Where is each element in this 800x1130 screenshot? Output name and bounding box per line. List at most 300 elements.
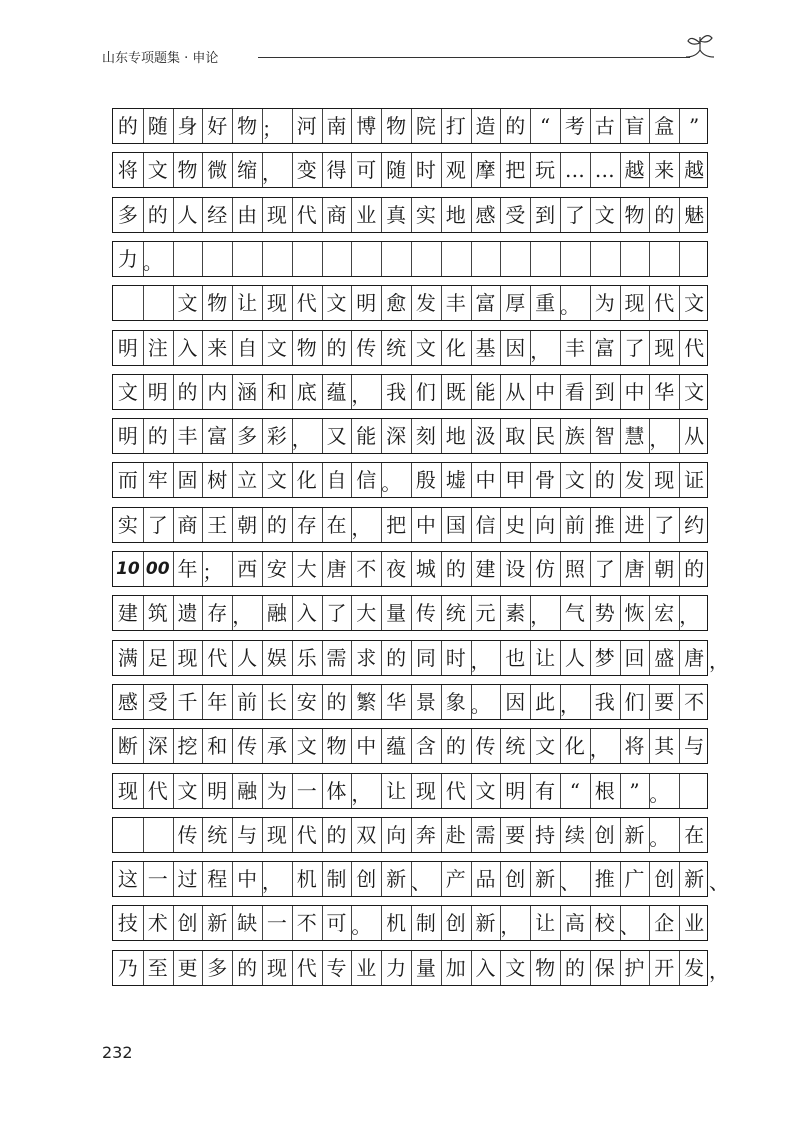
grid-char: 了 bbox=[147, 512, 168, 537]
grid-char: 唐 bbox=[624, 557, 645, 581]
grid-char: 新 bbox=[535, 867, 556, 892]
grid-row bbox=[112, 817, 708, 853]
grid-char: 恢 bbox=[624, 601, 645, 626]
grid-cell-divider bbox=[590, 242, 591, 276]
grid-row bbox=[112, 418, 708, 454]
grid-char: 史 bbox=[505, 512, 526, 537]
grid-char: 微 bbox=[207, 158, 228, 183]
grid-cell-divider bbox=[649, 242, 650, 276]
grid-char: 明 bbox=[117, 335, 138, 360]
grid-char: 牢 bbox=[147, 468, 168, 493]
grid-char: 创 bbox=[356, 867, 377, 892]
grid-char: 证 bbox=[684, 468, 705, 493]
grid-char: 校 bbox=[594, 911, 615, 936]
grid-char: 国 bbox=[445, 512, 466, 537]
grid-char: 机 bbox=[296, 867, 317, 892]
grid-char: 族 bbox=[564, 424, 585, 449]
grid-char: 乐 bbox=[296, 645, 317, 670]
grid-char: 地 bbox=[445, 202, 466, 227]
grid-char: 物 bbox=[296, 335, 317, 360]
grid-char: 新 bbox=[207, 911, 228, 936]
grid-char: 护 bbox=[624, 955, 645, 980]
grid-char: 前 bbox=[564, 512, 585, 537]
grid-char: 富 bbox=[475, 291, 496, 316]
grid-char: 现 bbox=[117, 778, 138, 803]
grid-char: 00 bbox=[145, 558, 170, 579]
grid-char: 传 bbox=[237, 734, 258, 759]
grid-char: 代 bbox=[296, 291, 317, 316]
grid-char bbox=[143, 286, 173, 320]
grid-char: 发 bbox=[415, 291, 436, 316]
grid-char: 华 bbox=[654, 379, 675, 404]
grid-char: 不 bbox=[356, 557, 377, 581]
grid-char: 10 bbox=[116, 558, 140, 579]
grid-char: 盛 bbox=[654, 645, 675, 670]
grid-char: 了 bbox=[594, 557, 615, 581]
grid-cell-divider bbox=[471, 242, 472, 276]
grid-row bbox=[112, 507, 708, 543]
grid-char: ， bbox=[530, 604, 551, 629]
grid-char: 涵 bbox=[237, 379, 258, 404]
grid-char: 专 bbox=[326, 955, 347, 980]
grid-row bbox=[112, 728, 708, 764]
grid-char: 向 bbox=[386, 822, 407, 847]
grid-char: 感 bbox=[117, 689, 138, 714]
grid-char: ” bbox=[629, 778, 640, 803]
grid-char: ， bbox=[351, 781, 372, 806]
grid-char: 多 bbox=[117, 202, 138, 227]
grid-char: 丰 bbox=[445, 291, 466, 316]
grid-char: 有 bbox=[535, 778, 556, 803]
grid-char: 的 bbox=[266, 512, 287, 537]
grid-char: 又 bbox=[326, 424, 347, 449]
grid-char: 实 bbox=[117, 512, 138, 537]
grid-char: 建 bbox=[475, 557, 496, 581]
grid-char: 文 bbox=[594, 202, 615, 227]
grid-char bbox=[113, 818, 143, 852]
grid-char: 实 bbox=[415, 202, 436, 227]
grid-char: 明 bbox=[356, 291, 377, 316]
grid-char: 殷 bbox=[415, 468, 436, 493]
sprout-icon bbox=[682, 30, 718, 64]
grid-char: 物 bbox=[326, 734, 347, 759]
grid-char: 推 bbox=[594, 867, 615, 892]
grid-char: 朝 bbox=[654, 557, 675, 581]
grid-char: 来 bbox=[654, 158, 675, 183]
grid-char: 与 bbox=[237, 822, 258, 847]
grid-char: 传 bbox=[475, 734, 496, 759]
grid-char: 而 bbox=[117, 468, 138, 493]
grid-char: 满 bbox=[117, 645, 138, 670]
grid-row bbox=[112, 108, 708, 144]
grid-cell-divider bbox=[441, 242, 442, 276]
grid-char: 气 bbox=[564, 601, 585, 626]
grid-char: 让 bbox=[386, 778, 407, 803]
grid-char: 和 bbox=[266, 379, 287, 404]
grid-cell-divider bbox=[500, 242, 501, 276]
grid-char: 其 bbox=[654, 734, 675, 759]
grid-char: 融 bbox=[266, 601, 287, 626]
grid-char: 机 bbox=[386, 911, 407, 936]
grid-char: 的 bbox=[445, 557, 466, 581]
grid-cell-divider bbox=[679, 774, 680, 808]
grid-row bbox=[112, 684, 708, 720]
grid-char: 照 bbox=[564, 557, 585, 581]
grid-cell-divider bbox=[560, 242, 561, 276]
grid-char: ； bbox=[262, 117, 282, 141]
grid-char: 了 bbox=[564, 202, 585, 227]
grid-char: 富 bbox=[207, 424, 228, 449]
grid-char: 文 bbox=[505, 955, 526, 980]
grid-char: 现 bbox=[177, 645, 198, 670]
grid-char: 的 bbox=[147, 424, 168, 449]
grid-char: ， bbox=[232, 604, 253, 629]
grid-char: 富 bbox=[594, 335, 615, 360]
grid-char: 物 bbox=[177, 158, 198, 183]
grid-char: 代 bbox=[445, 778, 466, 803]
grid-char: 制 bbox=[415, 911, 436, 936]
grid-char: 考 bbox=[564, 114, 585, 138]
grid-char: 我 bbox=[386, 379, 407, 404]
grid-char: 中 bbox=[356, 734, 377, 759]
grid-char: 的 bbox=[654, 202, 675, 227]
grid-char: … bbox=[564, 158, 585, 183]
grid-char: 进 bbox=[624, 512, 645, 537]
grid-char: ， bbox=[589, 737, 610, 762]
grid-char: 代 bbox=[147, 778, 168, 803]
grid-char: 的 bbox=[117, 114, 138, 138]
grid-char: 足 bbox=[147, 645, 168, 670]
grid-char: 底 bbox=[296, 379, 317, 404]
grid-char: 文 bbox=[475, 778, 496, 803]
grid-char: 明 bbox=[505, 778, 526, 803]
grid-char: 文 bbox=[266, 468, 287, 493]
grid-char: 深 bbox=[147, 734, 168, 759]
grid-char: 物 bbox=[386, 114, 407, 138]
grid-char: 地 bbox=[445, 424, 466, 449]
grid-char: 创 bbox=[594, 822, 615, 847]
grid-char: 慧 bbox=[624, 424, 645, 449]
grid-char: 推 bbox=[594, 512, 615, 537]
grid-char: 入 bbox=[475, 955, 496, 980]
grid-char: 丰 bbox=[177, 424, 198, 449]
grid-char: 景 bbox=[415, 689, 436, 714]
grid-char: 安 bbox=[266, 557, 287, 581]
grid-char: 文 bbox=[415, 335, 436, 360]
grid-char: 华 bbox=[386, 689, 407, 714]
grid-char: 势 bbox=[594, 601, 615, 626]
grid-char: 创 bbox=[177, 911, 198, 936]
grid-char: 设 bbox=[505, 557, 526, 581]
grid-cell-divider bbox=[351, 242, 352, 276]
grid-char: 入 bbox=[296, 601, 317, 626]
grid-char: 内 bbox=[207, 379, 228, 404]
grid-char: 程 bbox=[207, 867, 228, 892]
grid-char: 同 bbox=[415, 645, 436, 670]
grid-char: 因 bbox=[505, 689, 526, 714]
grid-char: 统 bbox=[505, 734, 526, 759]
grid-cell-divider bbox=[322, 242, 323, 276]
grid-char: 建 bbox=[117, 601, 138, 626]
grid-char: 文 bbox=[177, 778, 198, 803]
grid-char: 新 bbox=[684, 867, 705, 892]
grid-char: 朝 bbox=[237, 512, 258, 537]
grid-char: 变 bbox=[296, 158, 317, 183]
grid-char: 代 bbox=[207, 645, 228, 670]
grid-char: 王 bbox=[207, 512, 228, 537]
grid-char: 约 bbox=[684, 512, 705, 537]
grid-char: 随 bbox=[386, 158, 407, 183]
grid-char: 业 bbox=[356, 202, 377, 227]
grid-char: 真 bbox=[386, 202, 407, 227]
grid-char: 传 bbox=[356, 335, 377, 360]
page-header bbox=[0, 0, 800, 80]
grid-char: 造 bbox=[475, 114, 496, 138]
grid-char: 明 bbox=[117, 424, 138, 449]
grid-row bbox=[112, 861, 729, 897]
grid-char: 的 bbox=[177, 379, 198, 404]
grid-row bbox=[112, 905, 708, 941]
grid-char: 夜 bbox=[386, 557, 407, 581]
grid-char: 产 bbox=[445, 867, 466, 892]
grid-cell-divider bbox=[292, 242, 293, 276]
grid-char: 能 bbox=[475, 379, 496, 404]
grid-char: 长 bbox=[266, 689, 287, 714]
grid-char: 将 bbox=[624, 734, 645, 759]
grid-char: 千 bbox=[177, 689, 198, 714]
grid-char: 前 bbox=[237, 689, 258, 714]
grid-char: 双 bbox=[356, 822, 377, 847]
grid-char: 的 bbox=[237, 955, 258, 980]
grid-char: 商 bbox=[326, 202, 347, 227]
grid-char: 能 bbox=[356, 424, 377, 449]
grid-char: ， bbox=[679, 604, 700, 629]
grid-row bbox=[112, 950, 729, 986]
grid-char: 、 bbox=[411, 870, 431, 895]
grid-char: ， bbox=[291, 427, 312, 452]
grid-char: 的 bbox=[326, 689, 347, 714]
grid-char: 开 bbox=[654, 955, 675, 980]
grid-char: ， bbox=[709, 648, 729, 673]
grid-char: 筑 bbox=[147, 601, 168, 626]
grid-char: 城 bbox=[415, 557, 436, 581]
grid-char: 缺 bbox=[237, 911, 258, 936]
grid-char: 需 bbox=[326, 645, 347, 670]
grid-char: 蕴 bbox=[386, 734, 407, 759]
grid-cell-divider bbox=[679, 242, 680, 276]
grid-char: 求 bbox=[356, 645, 377, 670]
grid-cell-divider bbox=[232, 242, 233, 276]
grid-char: 代 bbox=[296, 822, 317, 847]
grid-char: 观 bbox=[445, 158, 466, 183]
page-number: 232 bbox=[102, 1043, 133, 1062]
grid-row bbox=[112, 595, 708, 631]
grid-char: 把 bbox=[505, 158, 526, 183]
grid-char: 现 bbox=[654, 335, 675, 360]
grid-char: 在 bbox=[684, 822, 705, 847]
grid-char: 文 bbox=[266, 335, 287, 360]
grid-char: 明 bbox=[207, 778, 228, 803]
grid-char: 深 bbox=[386, 424, 407, 449]
grid-char: 大 bbox=[356, 601, 377, 626]
grid-char: 、 bbox=[619, 914, 640, 939]
grid-char: 保 bbox=[594, 955, 615, 980]
grid-char: 为 bbox=[266, 778, 287, 803]
grid-char: 刻 bbox=[415, 424, 436, 449]
grid-char: 现 bbox=[266, 822, 287, 847]
grid-char: 从 bbox=[684, 424, 705, 449]
grid-char: ， bbox=[530, 338, 551, 363]
grid-row bbox=[112, 285, 708, 321]
grid-char: 。 bbox=[142, 249, 163, 274]
grid-row bbox=[112, 152, 708, 188]
header-rule bbox=[258, 57, 690, 58]
grid-char: 文 bbox=[326, 291, 347, 316]
grid-char: 年 bbox=[177, 557, 198, 581]
grid-char: 含 bbox=[415, 734, 436, 759]
grid-char: 中 bbox=[624, 379, 645, 404]
grid-char: 信 bbox=[475, 512, 496, 537]
grid-char: 文 bbox=[296, 734, 317, 759]
grid-char: 在 bbox=[326, 512, 347, 537]
grid-char: 西 bbox=[237, 557, 258, 581]
grid-char: 古 bbox=[594, 114, 615, 138]
grid-char: 高 bbox=[564, 911, 585, 936]
grid-char: 了 bbox=[326, 601, 347, 626]
grid-char: 厚 bbox=[505, 291, 526, 316]
grid-char: 因 bbox=[505, 335, 526, 360]
grid-char: 盲 bbox=[624, 114, 645, 138]
grid-char: 物 bbox=[624, 202, 645, 227]
grid-char: 打 bbox=[445, 114, 466, 138]
grid-row bbox=[112, 462, 708, 498]
grid-char: 此 bbox=[535, 689, 556, 714]
grid-char: 得 bbox=[326, 158, 347, 183]
grid-char: 向 bbox=[535, 512, 556, 537]
header-title: 山东专项题集 · 申论 bbox=[102, 51, 219, 66]
grid-char: 将 bbox=[117, 158, 138, 183]
grid-char: 信 bbox=[356, 468, 377, 493]
grid-char: 玩 bbox=[535, 158, 556, 183]
grid-char: 创 bbox=[505, 867, 526, 892]
grid-char: 遗 bbox=[177, 601, 198, 626]
grid-cell-divider bbox=[381, 242, 382, 276]
grid-char: 的 bbox=[564, 955, 585, 980]
grid-char: 奔 bbox=[415, 822, 436, 847]
grid-cell-divider bbox=[262, 242, 263, 276]
grid-char: 、 bbox=[709, 870, 729, 895]
grid-char: 越 bbox=[624, 158, 645, 183]
grid-char: 人 bbox=[237, 645, 258, 670]
grid-char: 代 bbox=[296, 955, 317, 980]
grid-cell-divider bbox=[202, 242, 203, 276]
grid-char: 不 bbox=[296, 911, 317, 936]
grid-char: 文 bbox=[684, 291, 705, 316]
grid-char: 了 bbox=[624, 335, 645, 360]
grid-char: ， bbox=[560, 692, 580, 717]
grid-char: 制 bbox=[326, 867, 347, 892]
grid-char: ， bbox=[262, 870, 282, 895]
grid-char: 需 bbox=[475, 822, 496, 847]
grid-char: 文 bbox=[535, 734, 556, 759]
grid-char: 智 bbox=[594, 424, 615, 449]
grid-char: 传 bbox=[177, 822, 198, 847]
grid-char: 受 bbox=[505, 202, 526, 227]
grid-char: 让 bbox=[237, 291, 258, 316]
grid-char: 根 bbox=[594, 778, 615, 803]
grid-char: 唐 bbox=[326, 557, 347, 581]
grid-char: 与 bbox=[684, 734, 705, 759]
grid-char: 元 bbox=[475, 601, 496, 626]
grid-char: 。 bbox=[649, 825, 670, 850]
grid-char: 中 bbox=[237, 867, 258, 892]
grid-char: 象 bbox=[445, 689, 466, 714]
grid-char: 好 bbox=[207, 114, 228, 138]
grid-char: 立 bbox=[237, 468, 258, 493]
grid-char: 唐 bbox=[684, 645, 705, 670]
grid-char: 乃 bbox=[117, 955, 138, 980]
grid-char: 到 bbox=[535, 202, 556, 227]
grid-char: 存 bbox=[207, 601, 228, 626]
grid-char: 。 bbox=[381, 471, 402, 496]
grid-row bbox=[112, 241, 708, 277]
grid-char: “ bbox=[569, 778, 581, 803]
grid-char: 一 bbox=[266, 911, 287, 936]
grid-char: 物 bbox=[237, 114, 258, 138]
grid-char: 业 bbox=[684, 911, 705, 936]
grid-char: 的 bbox=[684, 557, 705, 581]
grid-char: 文 bbox=[684, 379, 705, 404]
grid-char: 融 bbox=[237, 778, 258, 803]
grid-char: 更 bbox=[177, 955, 198, 980]
grid-char: 感 bbox=[475, 202, 496, 227]
grid-char: 中 bbox=[415, 512, 436, 537]
grid-char: 随 bbox=[147, 114, 168, 138]
grid-char: 愈 bbox=[386, 291, 407, 316]
grid-char: 人 bbox=[177, 202, 198, 227]
grid-char: 现 bbox=[266, 955, 287, 980]
grid-char: 我 bbox=[594, 689, 615, 714]
grid-char: 汲 bbox=[475, 424, 496, 449]
grid-char: 年 bbox=[207, 689, 228, 714]
grid-char: 赴 bbox=[445, 822, 466, 847]
grid-char: 广 bbox=[624, 867, 645, 892]
grid-char: 发 bbox=[624, 468, 645, 493]
grid-char: 把 bbox=[386, 512, 407, 537]
grid-char: 彩 bbox=[266, 424, 287, 449]
grid-char: 化 bbox=[564, 734, 585, 759]
grid-char: 了 bbox=[654, 512, 675, 537]
grid-row bbox=[112, 374, 708, 410]
grid-char: 盒 bbox=[654, 114, 675, 138]
grid-char: 多 bbox=[207, 955, 228, 980]
grid-char: 新 bbox=[386, 867, 407, 892]
grid-char: 代 bbox=[654, 291, 675, 316]
grid-row bbox=[112, 330, 708, 366]
grid-char: 商 bbox=[177, 512, 198, 537]
grid-char: 文 bbox=[117, 379, 138, 404]
grid-char: 看 bbox=[564, 379, 585, 404]
grid-char: 基 bbox=[475, 335, 496, 360]
grid-char: 可 bbox=[356, 158, 377, 183]
grid-char: 现 bbox=[624, 291, 645, 316]
grid-char: 文 bbox=[147, 158, 168, 183]
grid-char: 不 bbox=[684, 689, 705, 714]
grid-char: 让 bbox=[535, 911, 556, 936]
grid-char: 甲 bbox=[505, 468, 526, 493]
grid-char: 体 bbox=[326, 778, 347, 803]
grid-char: 蕴 bbox=[326, 379, 347, 404]
